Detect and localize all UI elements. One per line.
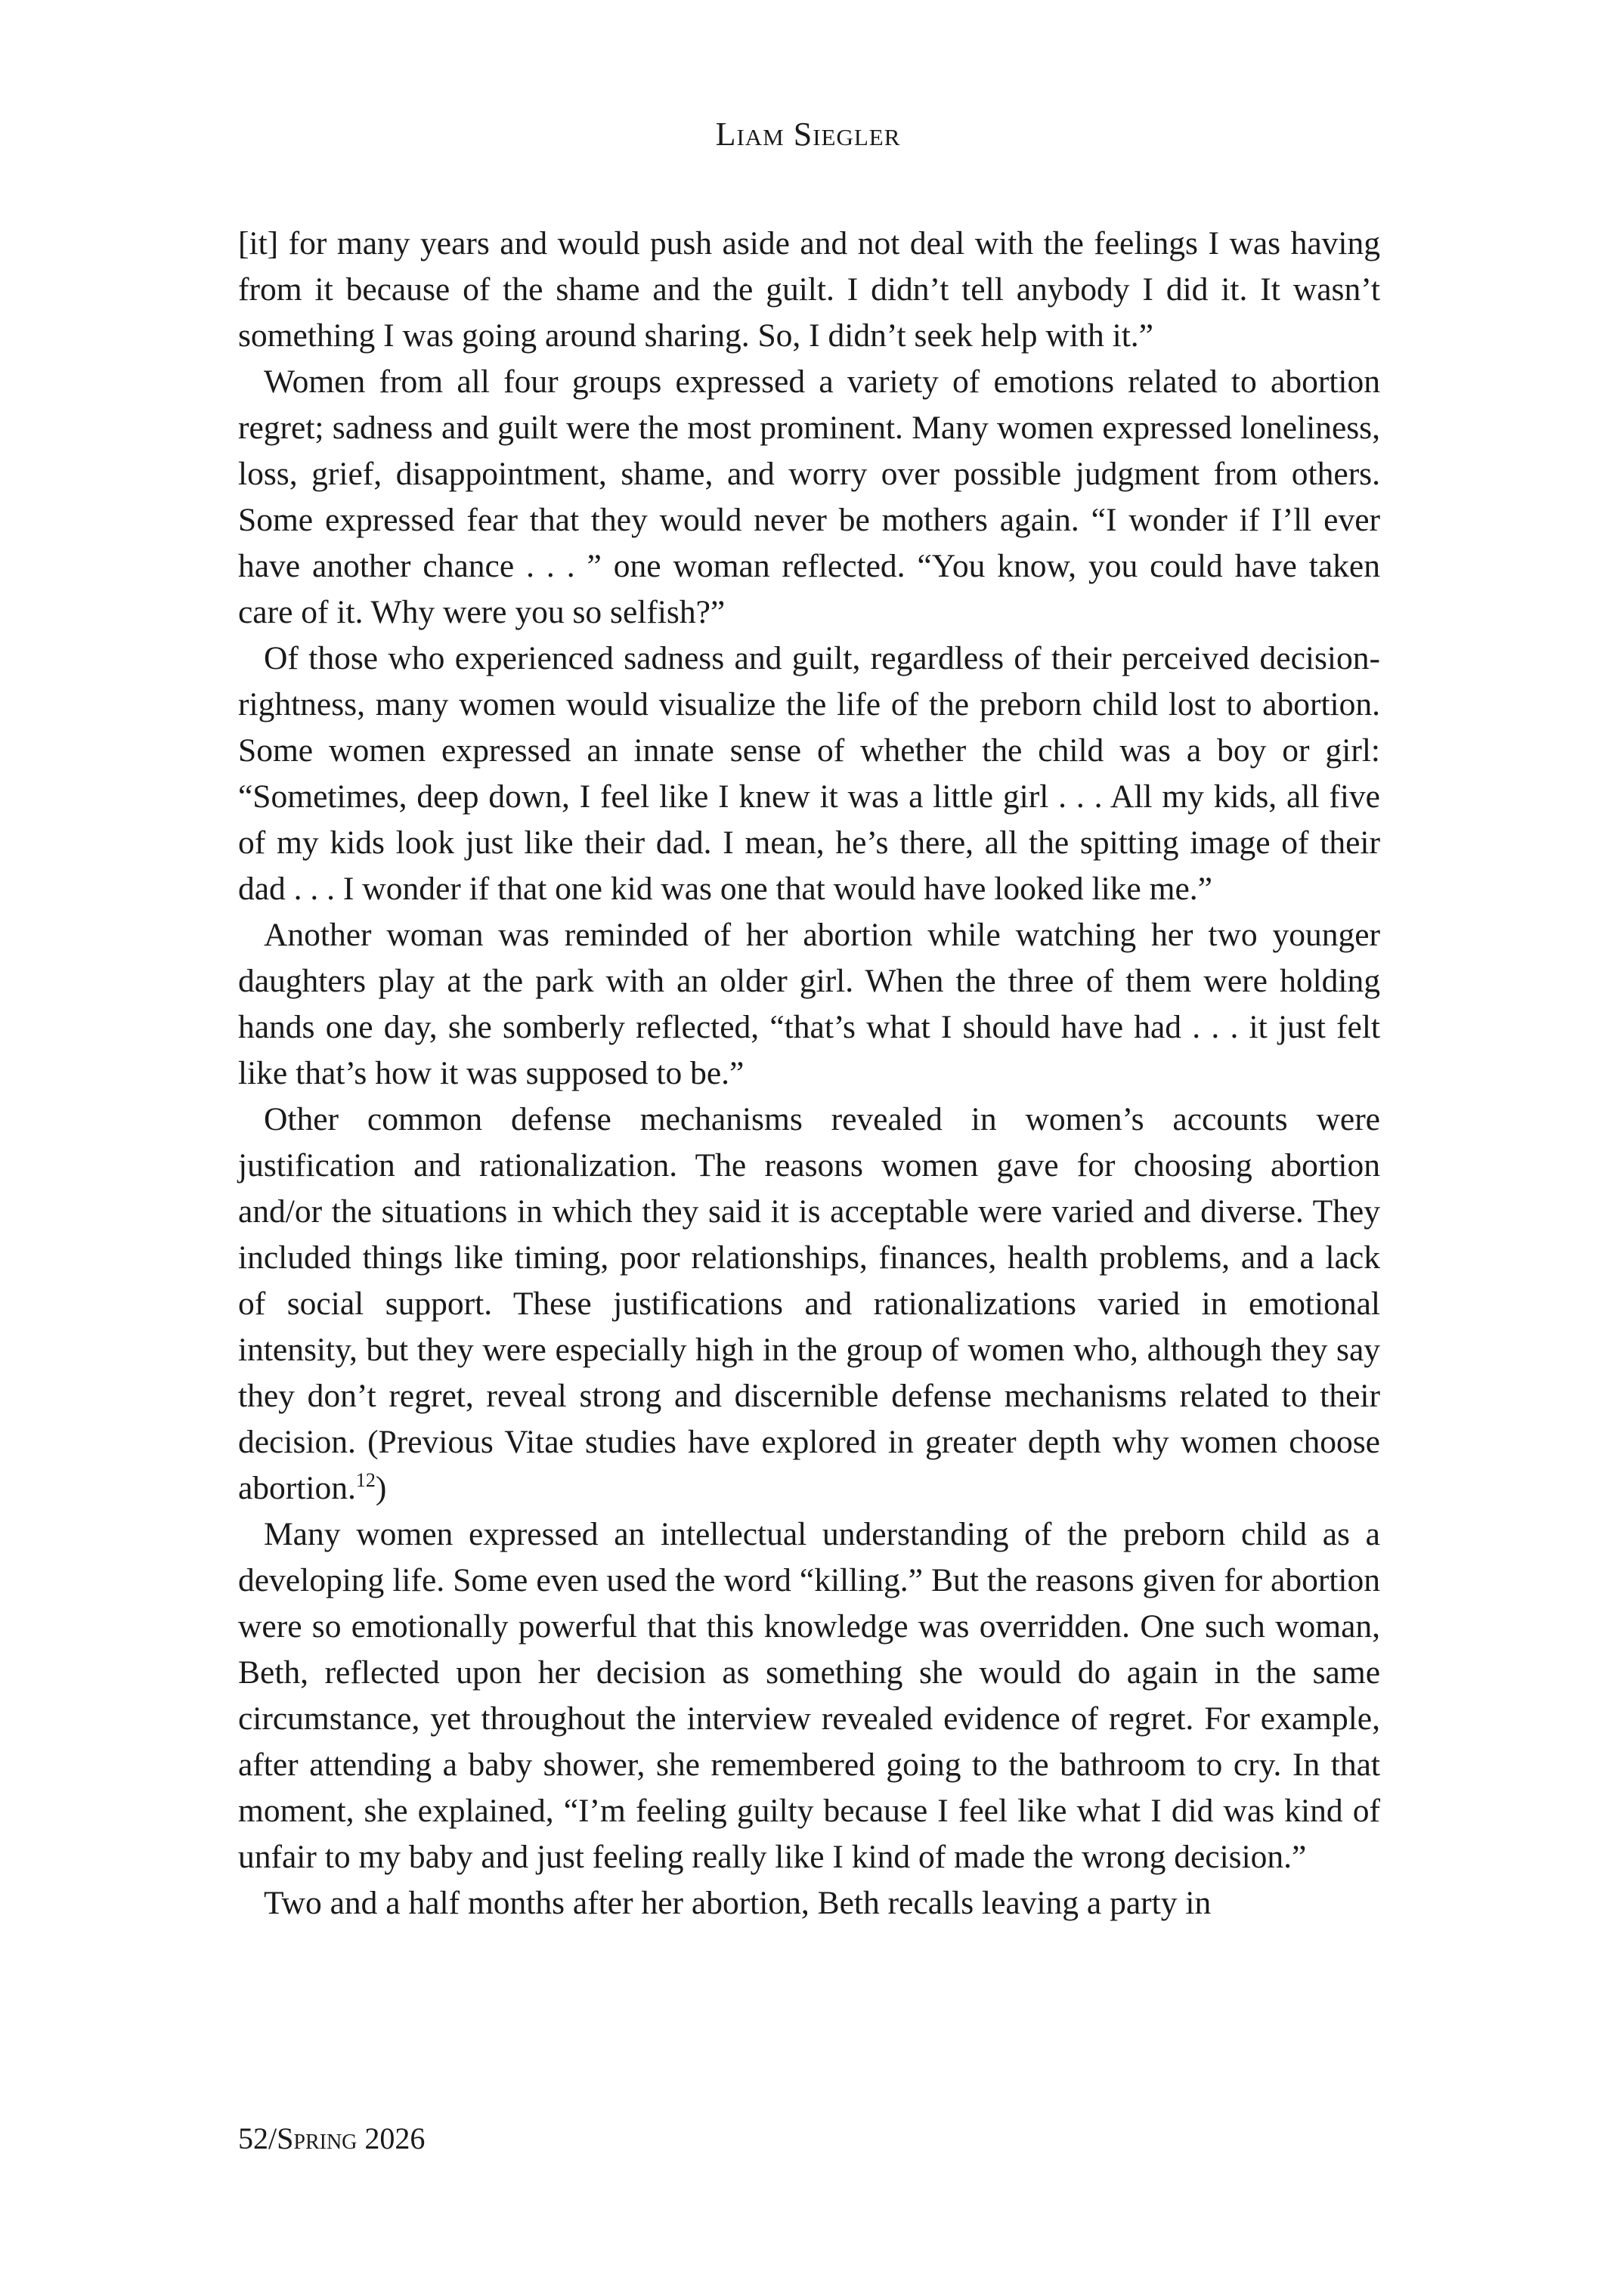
paragraph-3: Of those who experienced sadness and guilt, regardless of their perceived decision-rightness, many women would visualize the life of the preborn child lost to abortion. Some women expressed an innate sense of whether the child was a boy or girl: “Sometimes, deep down, I feel like I knew it was a little girl . . . All my kids, all five of my kids look just like their dad. I mean, he’s there, all the spitting image of their dad . . . I wonder if that one kid was one that would have looked like me.” [238, 640, 1380, 907]
article-body [238, 221, 1380, 1926]
paragraph-7: Two and a half months after her abortion, Beth recalls leaving a party in [264, 1885, 1212, 1921]
page-number: 52/ [238, 2121, 277, 2155]
paragraph-6: Many women expressed an intellectual understanding of the preborn child as a developing life. Some even used the word “killing.” But the reasons given for abortion were so emotionally powerful that this knowledge was overridden. One such woman, Beth, reflected upon her decision as something she would do again in the same circumstance, yet throughout the interview revealed evidence of regret. For example, after attending a baby shower, she remembered going to the bathroom to cry. In that moment, she explained, “I’m feeling guilty because I feel like what I did was kind of unfair to my baby and just feeling really like I kind of made the wrong decision.” [238, 1516, 1380, 1875]
paragraph-5-text: Other common defense mechanisms revealed in women’s accounts were justification and rationalization. The reasons women gave for choosing abortion and/or the situations in which they said it is acceptable were varied and diverse. They included things like timing, poor relationships, finances, health problems, and a lack of social support. These justifications and rationalizations varied in emotional intensity, but they were especially high in the group of women who, although they say they don’t regret, reveal strong and discernible defense mechanisms related to their decision. (Previous Vitae studies have explored in greater depth why women choose abortion. [238, 1101, 1380, 1506]
paragraph-5 [238, 1097, 1380, 1512]
paragraph-1: [it] for many years and would push aside and not deal with the feelings I was having from it because of the shame and the guilt. I didn’t tell anybody I did it. It wasn’t something I was going around sharing. So, I didn’t seek help with it.” [238, 225, 1380, 354]
paragraph-5-closing: ) [375, 1470, 387, 1506]
issue-season: Spring [277, 2121, 358, 2155]
paragraph-4: Another woman was reminded of her abortion while watching her two younger daughters play at the park with an older girl. When the three of them were holding hands one day, she somberly reflected, “that’s what I should have had . . . it just felt like that’s how it was supposed to be.” [238, 917, 1380, 1091]
page-folio [238, 2121, 426, 2155]
running-head: Liam Siegler [715, 116, 901, 153]
paragraph-2: Women from all four groups expressed a variety of emotions related to abortion regret; sadness and guilt were the most prominent. Many women expressed loneliness, loss, grief, disappointment, shame, and worry over possible judgment from others. Some expressed fear that they would never be mothers again. “I wonder if I’ll ever have another chance . . . ” one woman reflected. “You know, you could have taken care of it. Why were you so selfish?” [238, 364, 1380, 630]
footnote-reference-12[interactable]: 12 [355, 1469, 376, 1491]
issue-year: 2026 [357, 2121, 426, 2155]
